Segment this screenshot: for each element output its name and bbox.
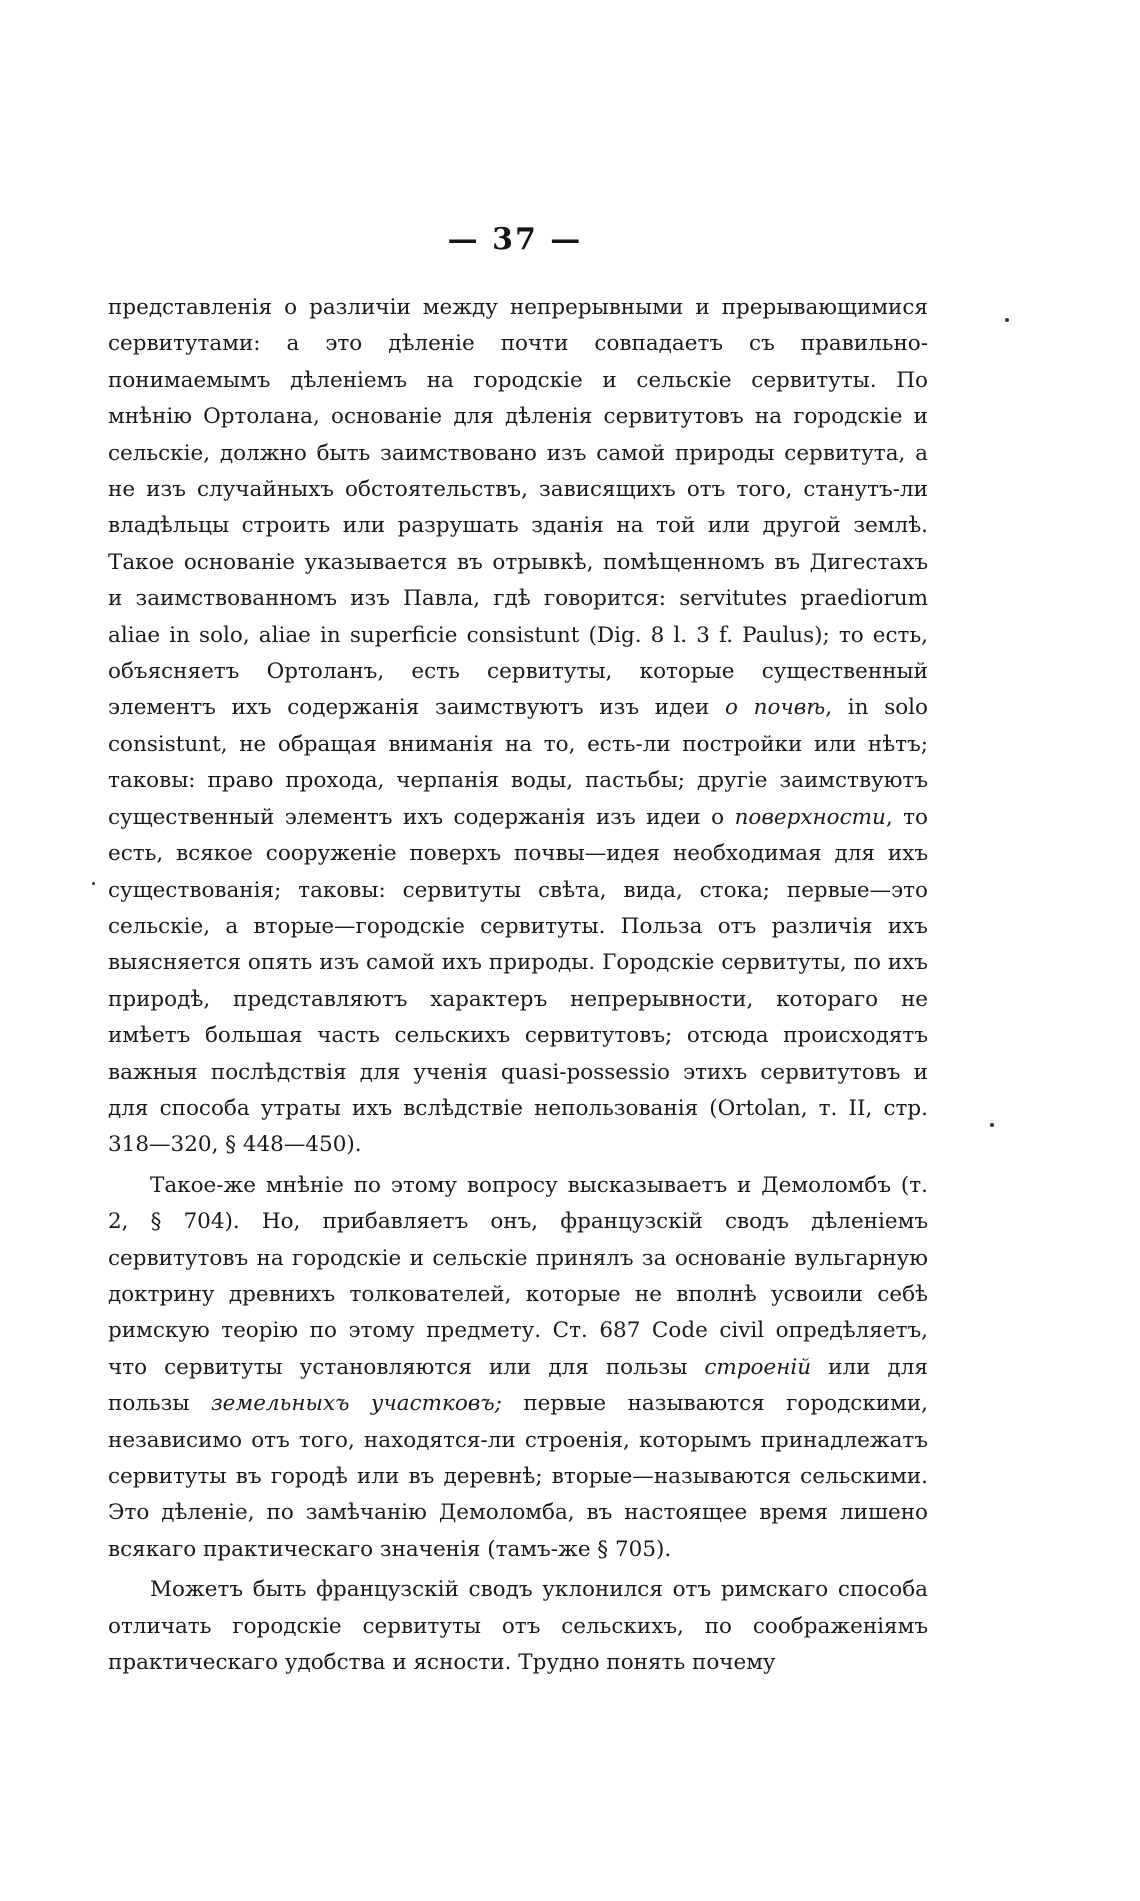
text-body: [108, 290, 928, 1681]
scan-speck: [92, 882, 95, 885]
text-segment: Такое-же мнѣніе по этому вопросу высказываетъ и Демоломбъ (т. 2, § 704). Но, прибавляетъ онъ, французскій сводъ дѣленіемъ сервитутовъ на городскіе и сельскіе принялъ за основаніе вульгарную доктрину древнихъ толкователей, которые не вполнѣ усвоили себѣ римскую теорію по этому предмету. Ст. 687 Code civil опредѣляетъ, что сервитуты установляются или для пользы: [108, 1172, 928, 1380]
scan-speck: [990, 1123, 994, 1127]
text-segment: или для пользы: [108, 1354, 928, 1417]
text-segment: , in solo consistunt, не обращая вниманія на то, есть-ли постройки или нѣтъ; таковы: право прохода, черпанія воды, пастьбы; другіе заимствуютъ существенный элементъ ихъ содержанія изъ идеи о: [108, 695, 928, 830]
text-segment: Можетъ быть французскій сводъ уклонился отъ римскаго способа отличать городскіе сервитуты отъ сельскихъ, по соображеніямъ практическаго удобства и ясности. Трудно понять почему: [108, 1577, 928, 1676]
italic-segment: о почвѣ: [725, 695, 826, 721]
text-segment: , то есть, всякое сооруженіе поверхъ почвы—идея необходимая для ихъ существованія; таковы: сервитуты свѣта, вида, стока; первые—это сельскіе, а вторые—городскіе сервитуты. Польза отъ различія ихъ выясняется опять изъ самой ихъ природы. Городскіе сервитуты, по ихъ природѣ, представляютъ характеръ непрерывности, котораго не имѣетъ большая часть сельскихъ сервитутовъ; отсюда происходятъ важныя послѣдствія для ученія quasi-possessio этихъ сервитутовъ и для способа утраты ихъ вслѣдствіе непользованія (Ortolan, т. II, стр. 318—320, § 448—450).: [108, 804, 928, 1158]
italic-segment: строеній: [704, 1354, 812, 1380]
text-segment: представленія о различіи между непрерывными и прерывающимися сервитутами: а это дѣленіе почти совпадаетъ съ правильно-понимаемымъ дѣленіемъ на городскіе и сельскіе сервитуты. По мнѣнію Ортолана, основаніе для дѣленія сервитутовъ на городскіе и сельскіе, должно быть заимствовано изъ самой природы сервитута, а не изъ случайныхъ обстоятельствъ, зависящихъ отъ того, станутъ-ли владѣльцы строить или разрушать зданія на той или другой землѣ. Такое основаніе указывается въ отрывкѣ, помѣщенномъ въ Дигестахъ и заимствованномъ изъ Павла, гдѣ говорится: servitutes praediorum aliae in solo, aliae in superficie consistunt (Dig. 8 l. 3 f. Paulus); то есть, объясняетъ Ортоланъ, есть сервитуты, которые существенный элементъ ихъ содержанія заимствуютъ изъ идеи: [108, 295, 928, 721]
italic-segment: земельныхъ участковъ;: [210, 1391, 502, 1417]
page-number: — 37 —: [447, 222, 583, 257]
paragraph-3: [108, 1572, 928, 1681]
paragraph-1: [108, 290, 928, 1164]
paragraph-2: [108, 1168, 928, 1568]
italic-segment: поверхности: [734, 804, 886, 830]
text-segment: первые называются городскими, независимо отъ того, находятся-ли строенія, которымъ принадлежатъ сервитуты въ городѣ или въ деревнѣ; вторые—называются сельскими. Это дѣленіе, по замѣчанію Демоломба, въ настоящее время лишено всякаго практическаго значенія (тамъ-же § 705).: [108, 1391, 928, 1562]
scan-speck: [1005, 318, 1009, 322]
